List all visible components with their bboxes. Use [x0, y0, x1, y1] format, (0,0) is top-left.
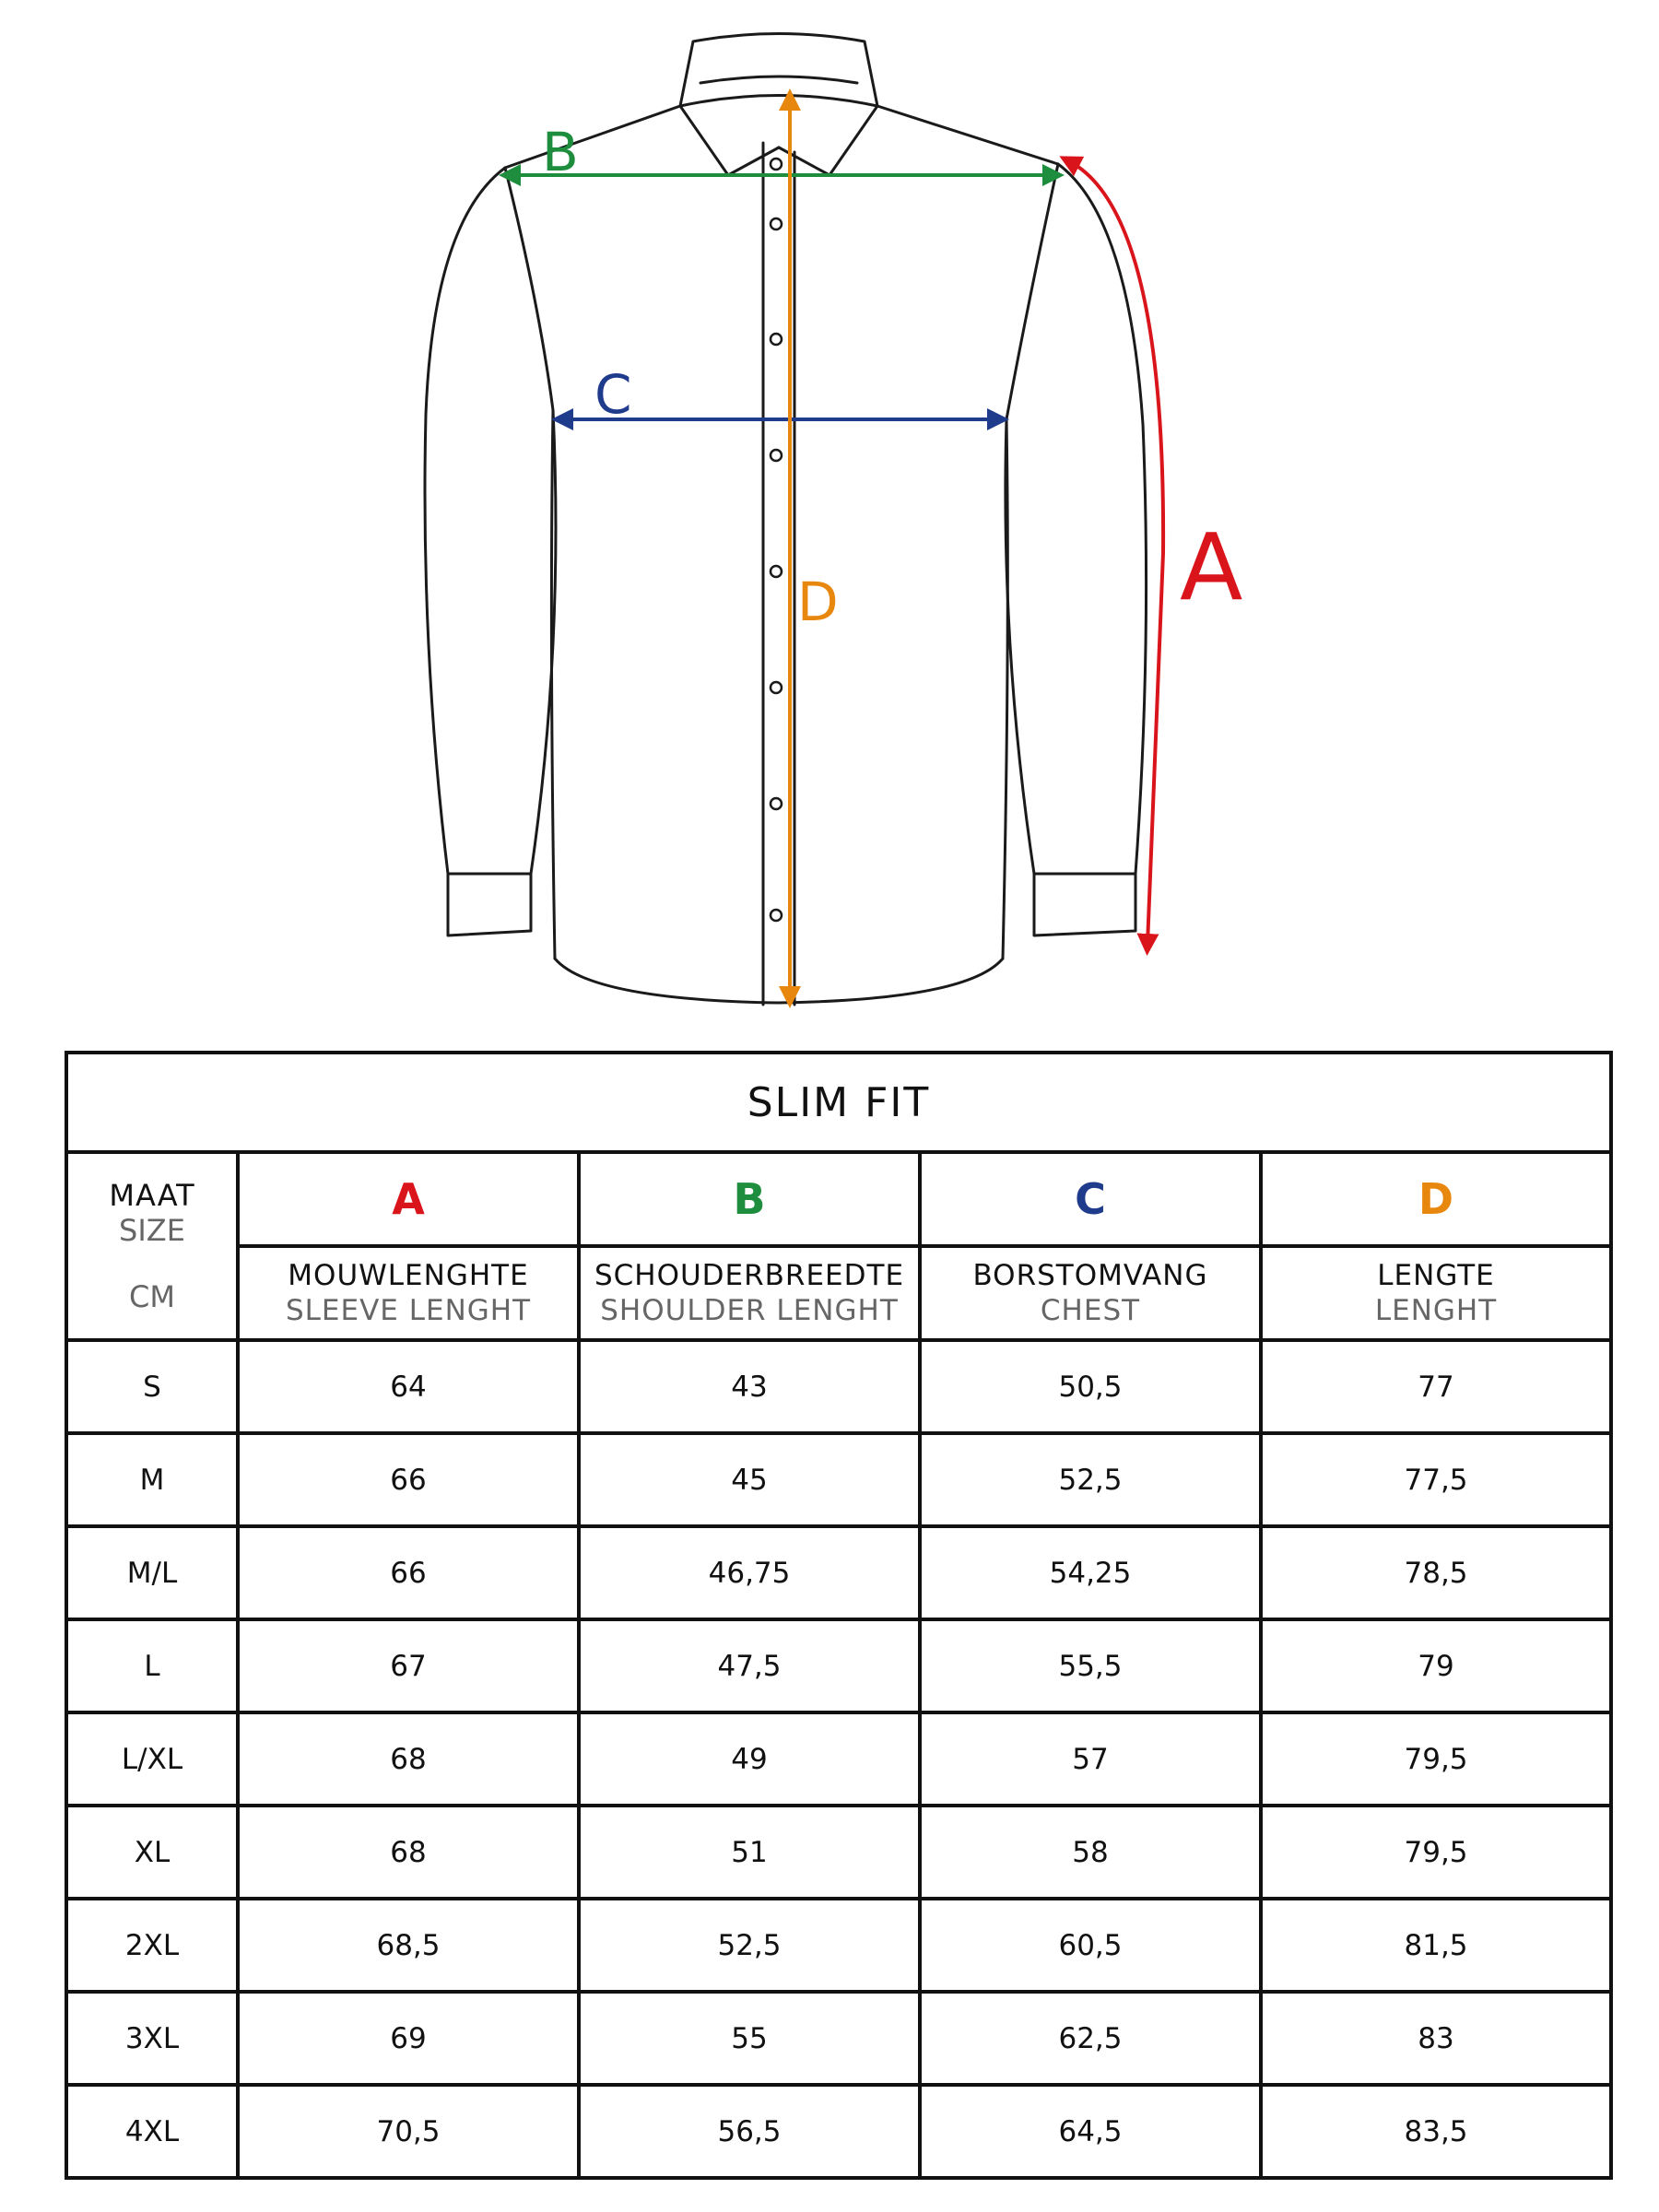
measurement-cell: 66	[238, 1526, 579, 1619]
size-label: 4XL	[66, 2085, 238, 2178]
measure-b-label: B	[542, 121, 579, 183]
measurement-cell: 62,5	[920, 1992, 1261, 2085]
size-header-en: SIZE	[119, 1213, 185, 1248]
measure-a-label: A	[1180, 513, 1243, 621]
column-letter-c: C	[920, 1152, 1261, 1246]
measure-c-label: C	[594, 363, 632, 426]
column-desc-a	[238, 1246, 579, 1340]
shirt-outline	[425, 34, 1147, 1006]
size-chart-table	[65, 1051, 1613, 2180]
measurement-cell: 43	[579, 1340, 920, 1433]
column-letter-b: B	[579, 1152, 920, 1246]
measurement-cell: 69	[238, 1992, 579, 2085]
column-desc-nl: SCHOUDERBREEDTE	[594, 1259, 905, 1292]
measurement-cell: 45	[579, 1433, 920, 1526]
column-desc-d	[1261, 1246, 1611, 1340]
size-label: S	[66, 1340, 238, 1433]
table-row	[66, 1712, 1611, 1806]
measurement-cell: 79	[1261, 1619, 1611, 1712]
measurement-cell: 68	[238, 1806, 579, 1899]
table-row	[66, 1806, 1611, 1899]
size-label: M	[66, 1433, 238, 1526]
measurement-cell: 47,5	[579, 1619, 920, 1712]
size-label: 2XL	[66, 1899, 238, 1992]
measurement-cell: 79,5	[1261, 1806, 1611, 1899]
measurement-cell: 60,5	[920, 1899, 1261, 1992]
column-desc-en: SLEEVE LENGHT	[285, 1294, 532, 1327]
column-desc-nl: MOUWLENGHTE	[288, 1259, 529, 1292]
measurement-cell: 46,75	[579, 1526, 920, 1619]
measurement-cell: 58	[920, 1806, 1261, 1899]
measurement-cell: 55,5	[920, 1619, 1261, 1712]
measure-d-label: D	[797, 571, 839, 633]
measurement-cell: 67	[238, 1619, 579, 1712]
measurement-cell: 77	[1261, 1340, 1611, 1433]
measurement-cell: 83	[1261, 1992, 1611, 2085]
measurement-cell: 81,5	[1261, 1899, 1611, 1992]
measurement-cell: 52,5	[579, 1899, 920, 1992]
column-desc-c	[920, 1246, 1261, 1340]
measurement-cell: 78,5	[1261, 1526, 1611, 1619]
size-header-unit: CM	[129, 1279, 175, 1314]
column-desc-en: CHEST	[1040, 1294, 1141, 1327]
table-row	[66, 1619, 1611, 1712]
measurement-cell: 50,5	[920, 1340, 1261, 1433]
table-title: SLIM FIT	[66, 1053, 1611, 1152]
size-label: L/XL	[66, 1712, 238, 1806]
size-label: XL	[66, 1806, 238, 1899]
column-desc-nl: LENGTE	[1377, 1259, 1495, 1292]
measurement-cell: 70,5	[238, 2085, 579, 2178]
column-desc-nl: BORSTOMVANG	[972, 1259, 1208, 1292]
measurement-cell: 79,5	[1261, 1712, 1611, 1806]
measurement-cell: 64,5	[920, 2085, 1261, 2178]
measurement-cell: 68	[238, 1712, 579, 1806]
measurement-cell: 77,5	[1261, 1433, 1611, 1526]
measurement-cell: 66	[238, 1433, 579, 1526]
measurement-cell: 64	[238, 1340, 579, 1433]
measurement-cell: 56,5	[579, 2085, 920, 2178]
measurement-cell: 51	[579, 1806, 920, 1899]
shirt-measurement-diagram	[0, 0, 1659, 1023]
size-label: M/L	[66, 1526, 238, 1619]
table-row	[66, 1992, 1611, 2085]
measurement-cell: 52,5	[920, 1433, 1261, 1526]
size-header-nl: MAAT	[109, 1178, 195, 1213]
measurement-cell: 57	[920, 1712, 1261, 1806]
column-desc-en: LENGHT	[1374, 1294, 1498, 1327]
size-label: L	[66, 1619, 238, 1712]
column-desc-en: SHOULDER LENGHT	[600, 1294, 899, 1327]
size-column-header	[66, 1152, 238, 1340]
measurement-cell: 68,5	[238, 1899, 579, 1992]
measurement-cell: 83,5	[1261, 2085, 1611, 2178]
measurement-cell: 49	[579, 1712, 920, 1806]
size-label: 3XL	[66, 1992, 238, 2085]
table-row	[66, 1526, 1611, 1619]
shirt-buttons	[771, 159, 782, 921]
measurement-cell: 55	[579, 1992, 920, 2085]
table-row	[66, 1433, 1611, 1526]
table-row	[66, 2085, 1611, 2178]
table-row	[66, 1899, 1611, 1992]
measurement-cell: 54,25	[920, 1526, 1261, 1619]
column-desc-b	[579, 1246, 920, 1340]
table-row	[66, 1340, 1611, 1433]
column-letter-d: D	[1261, 1152, 1611, 1246]
measure-a-arrow	[1069, 161, 1163, 945]
column-letter-a: A	[238, 1152, 579, 1246]
